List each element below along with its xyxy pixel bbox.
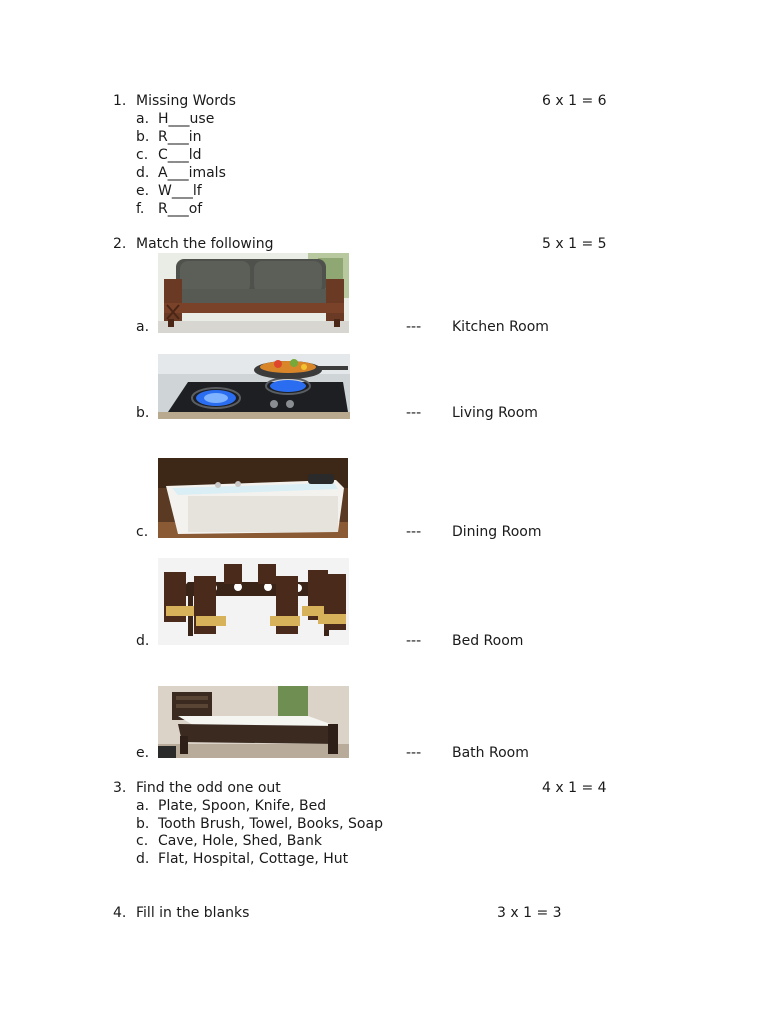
match-dash: ---	[406, 745, 422, 761]
match-letter: c.	[136, 524, 149, 540]
match-letter: d.	[136, 633, 150, 649]
q4-number: 4.	[113, 905, 127, 921]
q1-marks: 6 x 1 = 6	[542, 93, 607, 109]
match-dash: ---	[406, 405, 422, 421]
match-letter: a.	[136, 319, 150, 335]
match-letter: e.	[136, 745, 150, 761]
q1-title: Missing Words	[136, 93, 236, 109]
q2-marks: 5 x 1 = 5	[542, 236, 607, 252]
q4-title: Fill in the blanks	[136, 905, 250, 921]
sofa-image	[158, 253, 349, 333]
q3-item-letter: d.	[136, 851, 150, 867]
gas-stove-image	[158, 354, 350, 419]
q4-marks: 3 x 1 = 3	[497, 905, 562, 921]
q1-item-letter: f.	[136, 201, 145, 217]
q3-title: Find the odd one out	[136, 780, 281, 796]
q1-item-letter: b.	[136, 129, 150, 145]
match-dash: ---	[406, 319, 422, 335]
match-dash: ---	[406, 633, 422, 649]
q1-number: 1.	[113, 93, 127, 109]
q1-item-text: A___imals	[158, 165, 226, 181]
q1-item-text: H___use	[158, 111, 215, 127]
q1-item-letter: d.	[136, 165, 150, 181]
q3-item-letter: a.	[136, 798, 150, 814]
match-room-label: Living Room	[452, 405, 538, 421]
q1-item-letter: c.	[136, 147, 149, 163]
q1-item-letter: e.	[136, 183, 150, 199]
bathtub-image	[158, 458, 348, 538]
q3-item-text: Flat, Hospital, Cottage, Hut	[158, 851, 349, 867]
q1-item-text: W___lf	[158, 183, 202, 199]
match-room-label: Bath Room	[452, 745, 529, 761]
q1-item-text: R___in	[158, 129, 202, 145]
q3-item-letter: b.	[136, 816, 150, 832]
match-room-label: Kitchen Room	[452, 319, 549, 335]
q1-item-text: C___ld	[158, 147, 202, 163]
dining-table-image	[158, 558, 349, 645]
q3-item-letter: c.	[136, 833, 149, 849]
match-room-label: Dining Room	[452, 524, 542, 540]
match-letter: b.	[136, 405, 150, 421]
q2-title: Match the following	[136, 236, 274, 252]
q3-number: 3.	[113, 780, 127, 796]
q3-item-text: Tooth Brush, Towel, Books, Soap	[158, 816, 383, 832]
match-dash: ---	[406, 524, 422, 540]
bed-image	[158, 686, 349, 758]
q3-marks: 4 x 1 = 4	[542, 780, 607, 796]
q3-item-text: Plate, Spoon, Knife, Bed	[158, 798, 327, 814]
q3-item-text: Cave, Hole, Shed, Bank	[158, 833, 322, 849]
q1-item-text: R___of	[158, 201, 203, 217]
q2-number: 2.	[113, 236, 127, 252]
q1-item-letter: a.	[136, 111, 150, 127]
match-room-label: Bed Room	[452, 633, 524, 649]
